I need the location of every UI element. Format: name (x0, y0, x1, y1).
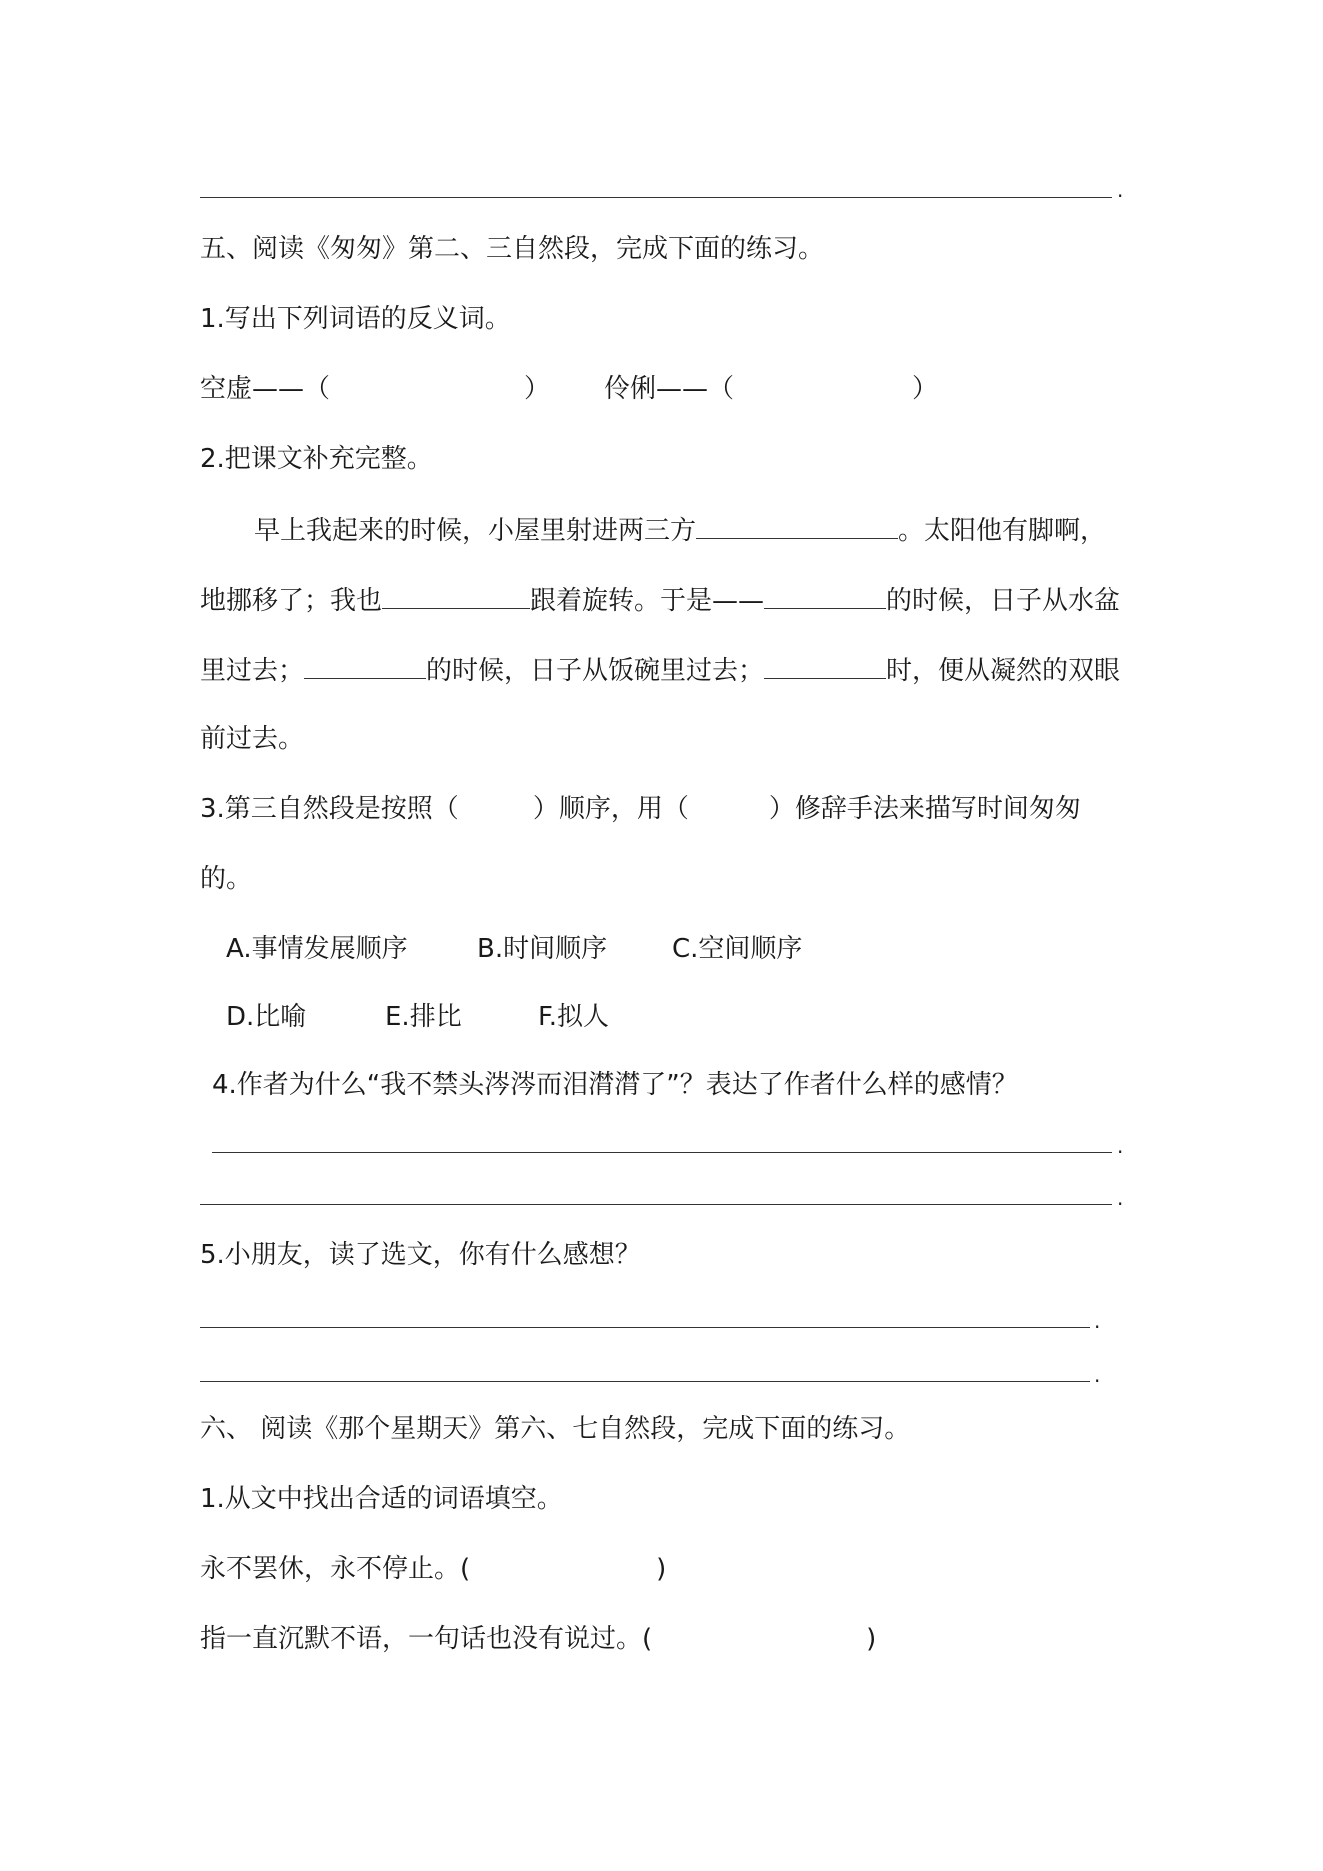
s5-q4-text: 4.作者为什么“我不禁头涔涔而泪潸潸了”？表达了作者什么样的感情？ (212, 1070, 1018, 1100)
q3-part: ）修辞手法来描写时间匆匆 (768, 794, 1081, 824)
item-close: ) (866, 1624, 877, 1654)
answer-line-end-dot: . (1117, 1134, 1124, 1158)
answer-line[interactable] (212, 1152, 1112, 1153)
item-close: ) (656, 1554, 667, 1584)
passage-text: 的时候，日子从饭碗里过去； (426, 656, 765, 686)
s6-q1-item2 (200, 1622, 876, 1656)
passage-text: 里过去； (200, 656, 305, 686)
passage-text: 早上我起来的时候，小屋里射进两三方 (254, 516, 697, 546)
s5-q3-text-cont: 的。 (200, 864, 253, 894)
fill-blank[interactable] (764, 652, 886, 679)
s5-q5-text: 5.小朋友，读了选文，你有什么感想？ (200, 1240, 641, 1270)
section-6-title: 六、 阅读《那个星期天》第六、七自然段，完成下面的练习。 (200, 1414, 911, 1444)
s5-q3-text (200, 792, 1081, 826)
s5-q2-text: 2.把课文补充完整。 (200, 444, 433, 474)
q3-part: ）顺序，用（ (532, 794, 689, 824)
s5-q3-option-f: F.拟人 (538, 1002, 610, 1032)
s5-q1-item1-word: 空虚——（ (200, 374, 331, 404)
s6-q1-text: 1.从文中找出合适的词语填空。 (200, 1484, 563, 1514)
s6-q1-item1 (200, 1552, 666, 1586)
answer-line[interactable] (200, 1327, 1090, 1328)
fill-blank[interactable] (764, 582, 886, 609)
fill-blank[interactable] (304, 652, 426, 679)
answer-line-end-dot: . (1094, 1309, 1101, 1333)
s5-q3-option-c: C.空间顺序 (672, 934, 803, 964)
answer-line[interactable] (200, 1204, 1112, 1205)
fill-blank[interactable] (696, 512, 898, 539)
s5-q3-option-b: B.时间顺序 (477, 934, 608, 964)
s5-q1-item2-close: ） (912, 374, 939, 404)
s5-q3-option-d: D.比喻 (226, 1002, 307, 1032)
s5-q3-option-a: A.事情发展顺序 (226, 934, 408, 964)
answer-line-end-dot: . (1094, 1363, 1101, 1387)
fill-blank[interactable] (382, 582, 530, 609)
q3-part: 3.第三自然段是按照（ (200, 794, 459, 824)
answer-line[interactable] (200, 1381, 1090, 1382)
s5-q3-option-e: E.排比 (385, 1002, 462, 1032)
s5-q1-item1-close: ） (524, 374, 551, 404)
item-text: 指一直沉默不语，一句话也没有说过。( (200, 1624, 653, 1654)
s5-q2-passage-line2 (200, 582, 1120, 618)
s5-q2-passage-line1 (254, 512, 1106, 548)
s5-q1-text: 1.写出下列词语的反义词。 (200, 304, 511, 334)
s5-q1-item2-word: 伶俐——（ (604, 374, 735, 404)
item-text: 永不罢休，永不停止。( (200, 1554, 471, 1584)
answer-line-end-dot: . (1117, 1186, 1124, 1210)
answer-line-end-dot: . (1117, 178, 1124, 202)
passage-text: 的时候，日子从水盆 (886, 586, 1121, 616)
answer-line (200, 197, 1112, 198)
passage-text: 。太阳他有脚啊， (898, 516, 1107, 546)
s5-q2-passage-line4: 前过去。 (200, 724, 305, 754)
s5-q2-passage-line3 (200, 652, 1120, 688)
passage-text: 跟着旋转。于是—— (530, 586, 765, 616)
section-5-title: 五、阅读《匆匆》第二、三自然段，完成下面的练习。 (200, 234, 825, 264)
passage-text: 地挪移了；我也 (200, 586, 383, 616)
passage-text: 时，便从凝然的双眼 (886, 656, 1121, 686)
